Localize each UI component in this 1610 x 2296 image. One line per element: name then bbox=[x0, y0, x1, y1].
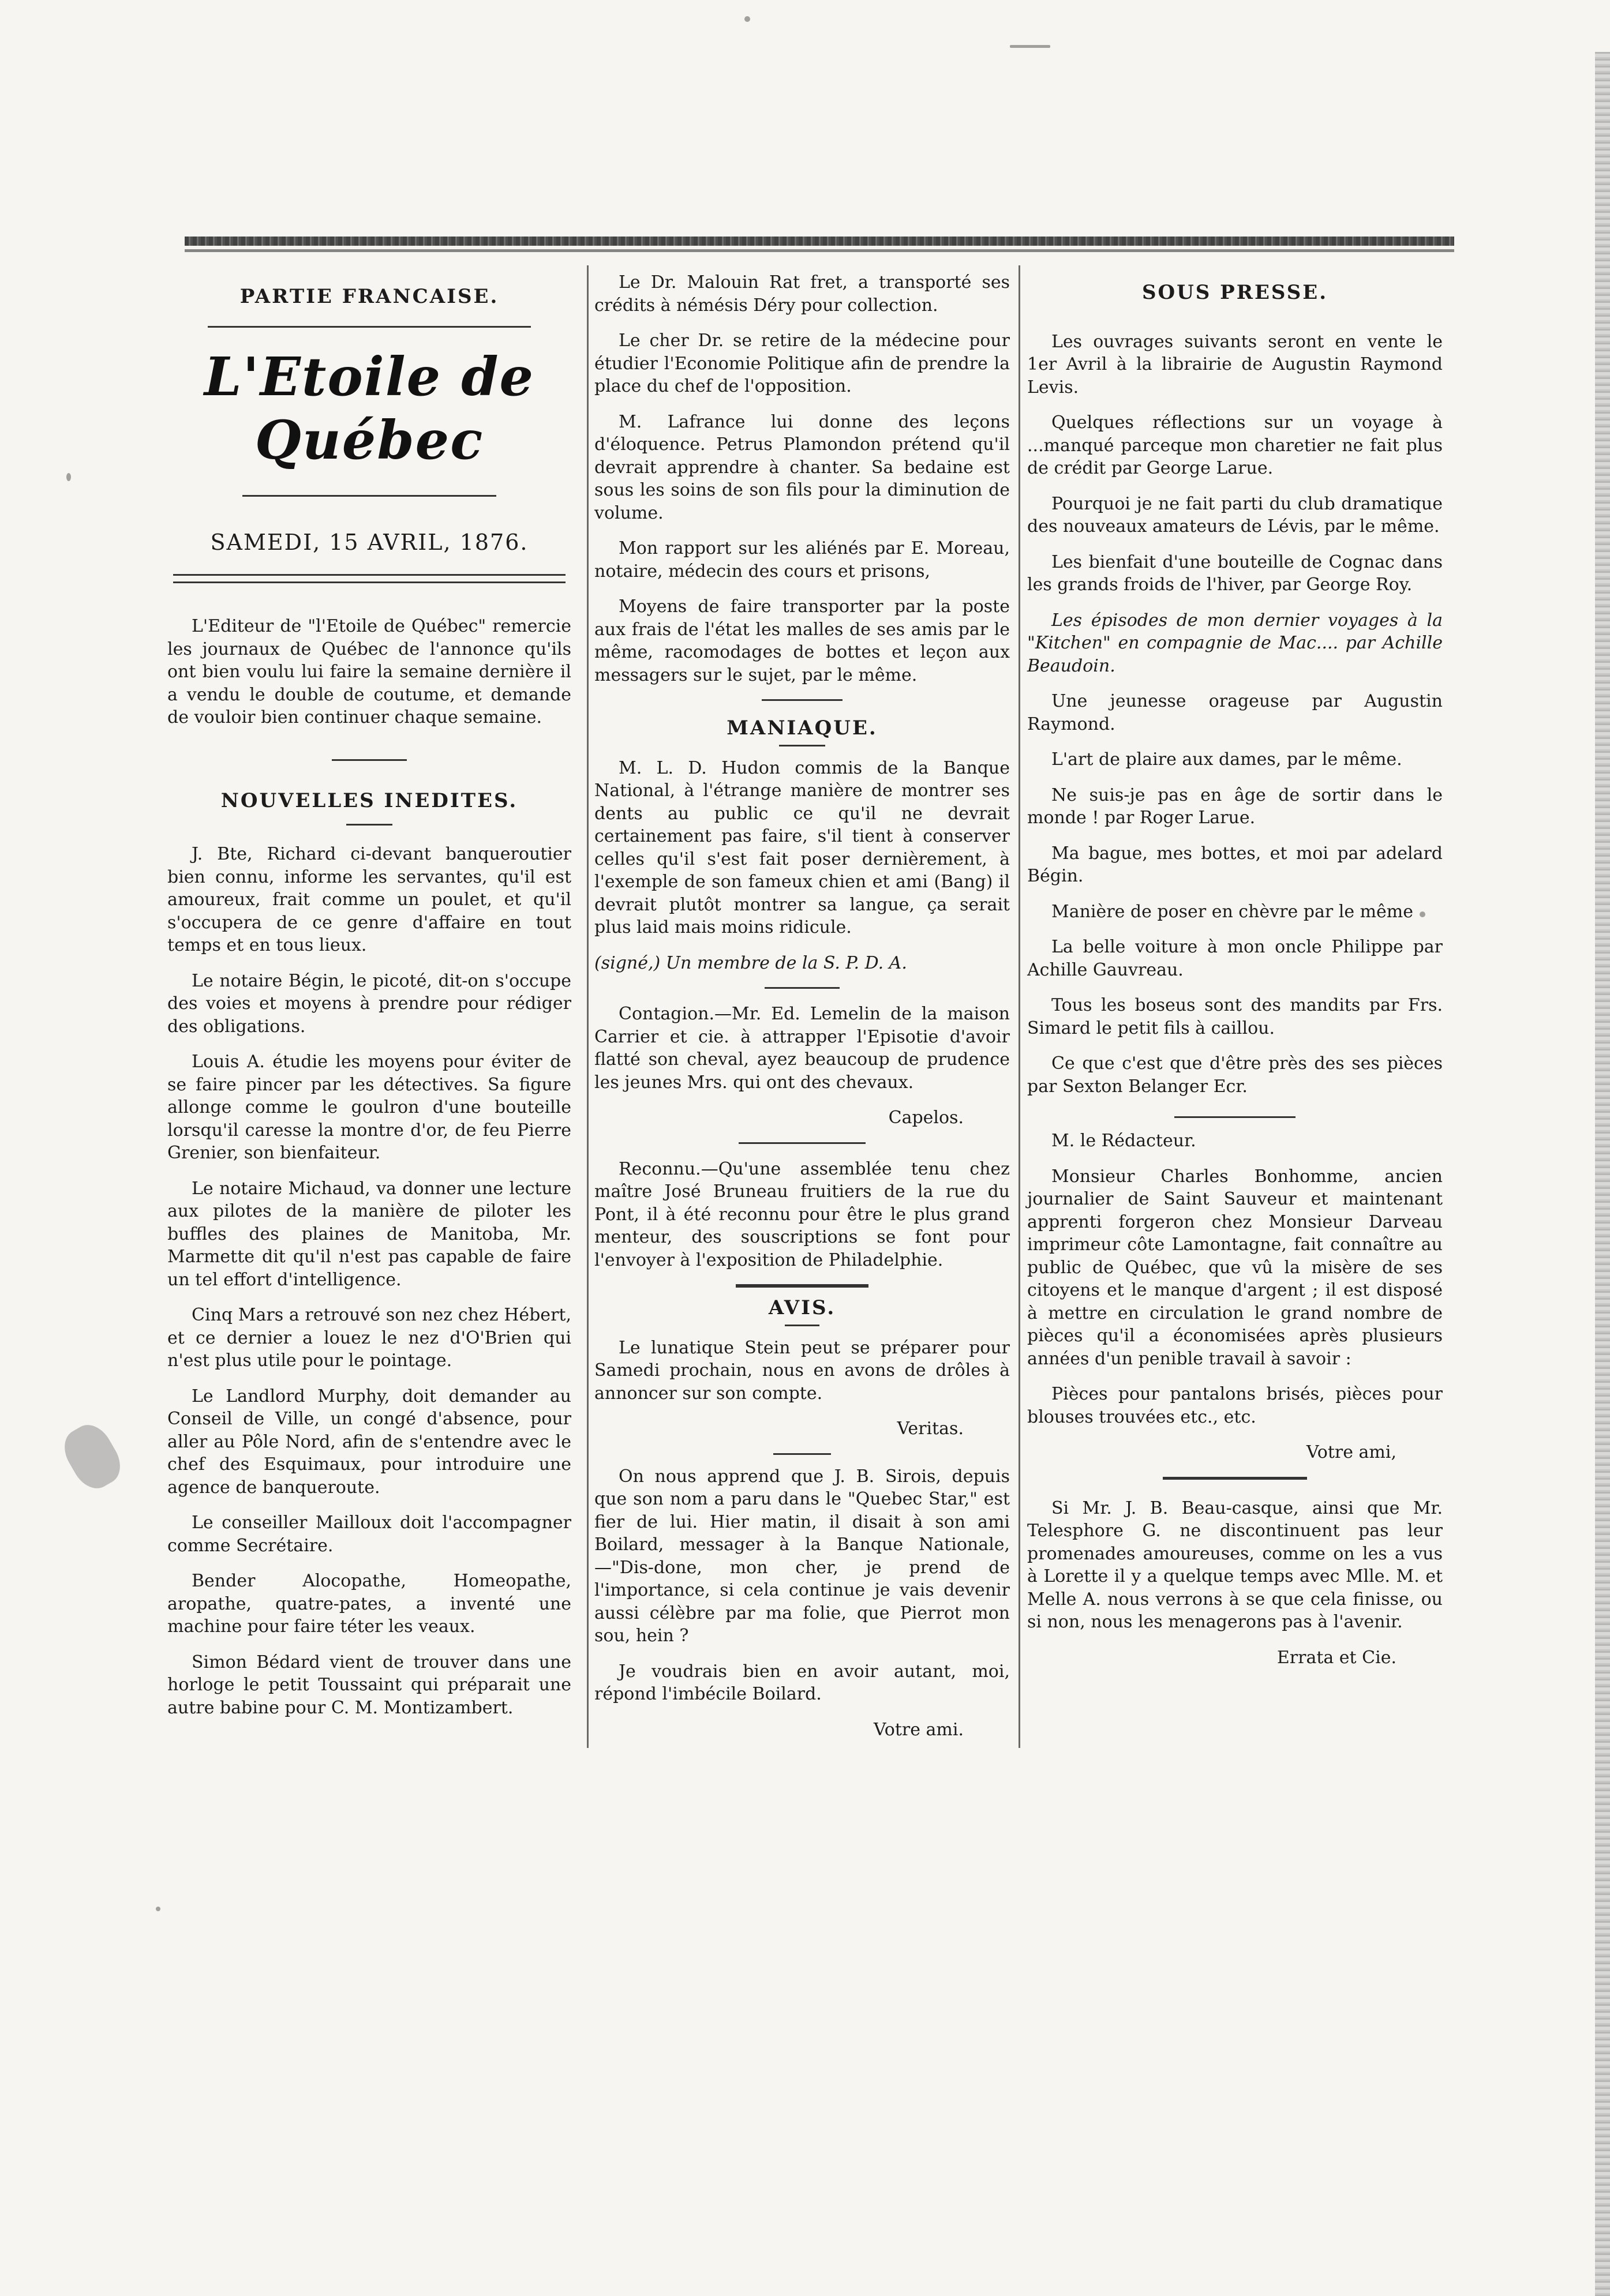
dateline: SAMEDI, 15 AVRIL, 1876. bbox=[210, 529, 529, 555]
scan-speck bbox=[1010, 45, 1050, 48]
book-item: Ce que c'est que d'être près des ses pièces par Sexton Belanger Ecr. bbox=[1027, 1053, 1443, 1097]
book-item: La belle voiture à mon oncle Philippe par Achille Gauvreau. bbox=[1027, 937, 1443, 980]
maniaque-title: MANIAQUE. bbox=[727, 716, 878, 740]
maniaque-text: M. L. D. Hudon commis de la Banque National, à l'étrange manière de montrer ses dents au public ce qu'il ne devrait certainement pas faire, s'il tient à conserver celles qu'il s'est fait poser dernièrement, à l'exemple de son fameux chien et ami (Bang) il devrait plutôt montrer sa langue, ça serait plus laid mais moins ridicule. bbox=[594, 757, 1010, 937]
top-rule-thin bbox=[185, 249, 1454, 252]
news-item: Simon Bédard vient de trouver dans une horloge le petit Toussaint qui préparait une autre babine pour C. M. Montizambert. bbox=[167, 1652, 571, 1718]
sirois-text: Je voudrais bien en avoir autant, moi, répond l'imbécile Boilard. bbox=[594, 1661, 1010, 1704]
middle-column bbox=[594, 271, 1010, 1754]
section-title: PARTIE FRANCAISE. bbox=[239, 285, 499, 308]
item: Le Dr. Malouin Rat fret, a transporté ses crédits à némésis Déry pour collection. bbox=[594, 272, 1010, 316]
sirois-signature: Votre ami. bbox=[873, 1719, 964, 1740]
news-item: Le conseiller Mailloux doit l'accompagner comme Secrétaire. bbox=[167, 1513, 571, 1556]
news-item: Le notaire Bégin, le picoté, dit-on s'occupe des voies et moyens à prendre pour rédiger des obligations. bbox=[167, 970, 571, 1037]
right-column bbox=[1027, 271, 1443, 1682]
book-item: Les bienfait d'une bouteille de Cognac dans les grands froids de l'hiver, par George Roy. bbox=[1027, 552, 1443, 595]
editor-note: L'Editeur de "l'Etoile de Québec" remercie les journaux de Québec de l'annonce qu'ils ont bien voulu lui faire la semaine dernière il a vendu le double de coutume, et demande de vouloir bien continuer chaque semaine. bbox=[167, 616, 571, 727]
news-item: Le Landlord Murphy, doit demander au Conseil de Ville, un congé d'absence, pour aller au Pôle Nord, afin de s'entendre avec le chef des Esquimaux, pour introduire une agence de banqueroute. bbox=[167, 1386, 571, 1498]
letter-list: Pièces pour pantalons brisés, pièces pour blouses trouvées etc., etc. bbox=[1027, 1384, 1443, 1427]
item: Moyens de faire transporter par la poste aux frais de l'état les malles de ses amis par le même, racomodages de bottes et leçon aux messagers sur le sujet, par le même. bbox=[594, 596, 1010, 685]
column-divider-right bbox=[1019, 265, 1020, 1748]
book-item: Tous les boseus sont des mandits par Frs. Simard le petit fils à caillou. bbox=[1027, 995, 1443, 1038]
book-item: Pourquoi je ne fait parti du club dramatique des nouveaux amateurs de Lévis, par le même. bbox=[1027, 493, 1443, 537]
letter-text: Monsieur Charles Bonhomme, ancien journalier de Saint Sauveur et maintenant apprenti forgeron chez Monsieur Darveau imprimeur côte Lamontagne, fait connaître au public de Québec, que vû la misère de ses citoyens et le manque d'argent ; il est disposé à mettre en circulation le grand nombre de pièces qu'il a économisées après plusieurs années d'un penible travail à savoir : bbox=[1027, 1166, 1443, 1369]
book-item: Ma bague, mes bottes, et moi par adelard Bégin. bbox=[1027, 843, 1443, 886]
column-divider-left bbox=[587, 265, 589, 1748]
book-item: Les épisodes de mon dernier voyages à la "Kitchen" en compagnie de Mac.... par Achille Beaudoin. bbox=[1027, 610, 1443, 676]
news-item: Bender Alocopathe, Homeopathe, aropathe, quatre-pates, a inventé une machine pour faire téter les veaux. bbox=[167, 1571, 571, 1637]
book-item: Quelques réflections sur un voyage à ...manqué parceque mon charetier ne fait plus de crédit par George Larue. bbox=[1027, 412, 1443, 478]
scan-smudge bbox=[57, 1417, 128, 1495]
news-item: J. Bte, Richard ci-devant banqueroutier bien connu, informe les servantes, qu'il est amoureux, frait comme un poulet, et qu'il s'occupera de ce genre d'affaire en tout temps et en tous lieux. bbox=[167, 844, 571, 955]
beaucasque-text: Si Mr. J. B. Beau-casque, ainsi que Mr. Telesphore G. ne discontinuent pas leur promenades amoureuses, comme on les a vus à Lorette il y a quelque temps avec Mlle. M. et Melle A. nous verrons à se que cela finisse, ou si non, nous les menagerons pas à l'avenir. bbox=[1027, 1498, 1443, 1632]
letter-salutation: M. le Rédacteur. bbox=[1051, 1131, 1196, 1151]
sirois-text: On nous apprend que J. B. Sirois, depuis que son nom a paru dans le "Quebec Star," est fier de lui. Hier matin, il disait à son ami Boilard, messager à la Banque Nationale,—"Dis-done, mon cher, je prend de l'importance, si cela continue je vais devenir aussi célèbre par ma folie, que Pierrot mon sou, hein ? bbox=[594, 1466, 1010, 1646]
page-edge-shadow bbox=[1595, 52, 1610, 2296]
reconnu-text: Reconnu.—Qu'une assemblée tenu chez maître José Bruneau fruitiers de la rue du Pont, il à été reconnu pour être le plus grand menteur, des souscriptions se font pour l'envoyer à l'exposition de Philadelphie. bbox=[594, 1158, 1010, 1270]
item: Mon rapport sur les aliénés par E. Moreau, notaire, médecin des cours et prisons, bbox=[594, 538, 1010, 581]
left-column bbox=[167, 271, 571, 1732]
avis-text: Le lunatique Stein peut se préparer pour Samedi prochain, nous en avons de drôles à annoncer sur son compte. bbox=[594, 1337, 1010, 1404]
news-item: Cinq Mars a retrouvé son nez chez Hébert, et ce dernier a louez le nez d'O'Brien qui n'est plus utile pour le pointage. bbox=[167, 1305, 571, 1371]
sous-presse-title: SOUS PRESSE. bbox=[1141, 281, 1328, 304]
book-item: Manière de poser en chèvre par le même bbox=[1051, 901, 1414, 922]
item: Le cher Dr. se retire de la médecine pour étudier l'Economie Politique afin de prendre la place du chef de l'opposition. bbox=[594, 331, 1010, 396]
item: M. Lafrance lui donne des leçons d'éloquence. Petrus Plamondon prétend qu'il devrait apprendre à chanter. Sa bedaine est sous les soins de son fils pour la diminution de volume. bbox=[594, 411, 1010, 523]
scan-speck bbox=[744, 16, 750, 22]
beaucasque-signature: Errata et Cie. bbox=[1276, 1647, 1396, 1668]
book-item: Ne suis-je pas en âge de sortir dans le monde ! par Roger Larue. bbox=[1027, 785, 1443, 828]
contagion-text: Contagion.—Mr. Ed. Lemelin de la maison Carrier et cie. à attrapper l'Episotie d'avoir flatté son cheval, ayez beaucoup de prudence les jeunes Mrs. qui ont des chevaux. bbox=[594, 1004, 1010, 1093]
top-rule bbox=[185, 237, 1454, 246]
double-rule bbox=[173, 574, 566, 583]
news-item: Louis A. étudie les moyens pour éviter de se faire pincer par les détectives. Sa figure allonge comme le goulron d'une bouteille lorsqu'il caresse la montre d'or, de feu Pierre Grenier, son bienfaiteur. bbox=[167, 1052, 571, 1163]
news-title: NOUVELLES INEDITES. bbox=[220, 789, 518, 812]
maniaque-signature: (signé,) Un membre de la S. P. D. A. bbox=[594, 952, 907, 973]
scan-speck bbox=[66, 473, 71, 481]
scan-speck bbox=[156, 1907, 160, 1911]
book-item: L'art de plaire aux dames, par le même. bbox=[1051, 749, 1402, 770]
book-item: Les ouvrages suivants seront en vente le 1er Avril à la librairie de Augustin Raymond Levis. bbox=[1027, 331, 1443, 397]
book-item: Une jeunesse orageuse par Augustin Raymond. bbox=[1027, 691, 1443, 734]
masthead: L'Etoile de Québec bbox=[204, 345, 535, 471]
news-item: Le notaire Michaud, va donner une lecture aux pilotes de la manière de piloter les buffles des plaines de Manitoba, Mr. Marmette dit qu'il n'est pas capable de faire un tel effort d'intelligence. bbox=[167, 1178, 571, 1290]
contagion-signature: Capelos. bbox=[888, 1108, 964, 1128]
avis-title: AVIS. bbox=[768, 1296, 836, 1319]
letter-signature: Votre ami, bbox=[1306, 1442, 1396, 1462]
avis-signature: Veritas. bbox=[897, 1419, 964, 1439]
